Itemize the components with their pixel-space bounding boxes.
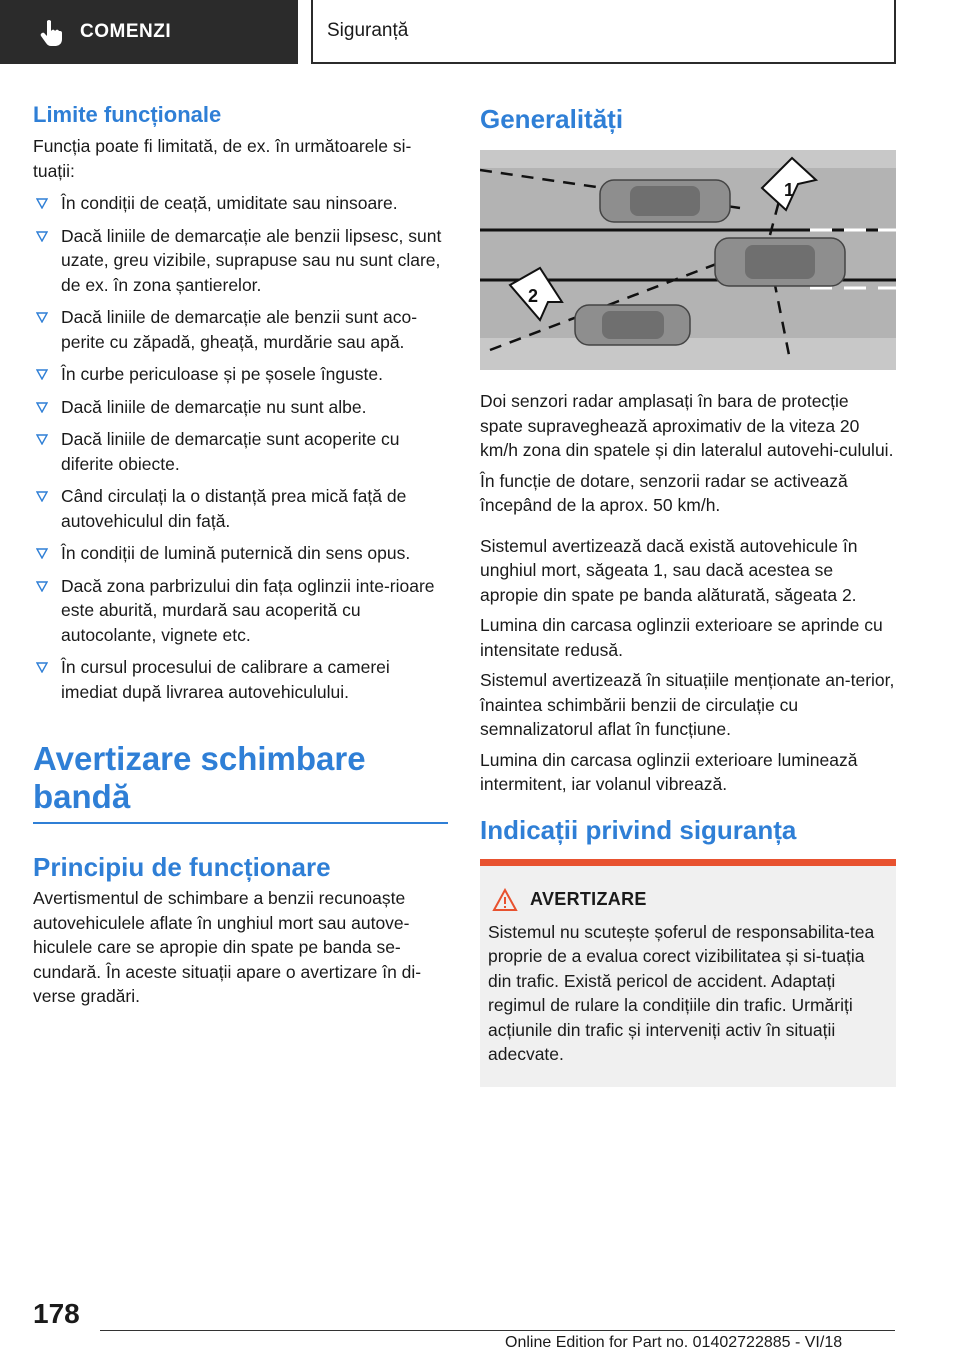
warning-box — [480, 859, 896, 1087]
triangle-bullet-icon — [36, 198, 48, 209]
list-item: În condiții de lumină puternică din sens opus. — [33, 541, 448, 566]
list-item: În cursul procesului de calibrare a camerei imediat după livrarea autovehiculului. — [33, 655, 448, 704]
list-item: Dacă liniile de demarcație ale benzii lipsesc, sunt uzate, greu vizibile, suprapuse sau nu sunt clare, de ex. în zona șantierelor. — [33, 224, 448, 298]
edition-label: Online Edition for Part no. 01402722885 - VI/18 — [505, 1334, 843, 1351]
triangle-bullet-icon — [36, 369, 48, 380]
list-item: În condiții de ceață, umiditate sau ninsoare. — [33, 191, 448, 216]
general-heading: Generalități — [480, 104, 624, 134]
general-paragraph: Sistemul avertizează în situațiile menționate an‐terior, înaintea schimbării benzii de circulație cu semnalizatorul aflat în funcțiune. — [480, 670, 895, 739]
triangle-bullet-icon — [36, 402, 48, 413]
safety-heading: Indicații privind siguranța — [480, 814, 797, 845]
list-item: Dacă liniile de demarcație ale benzii sunt aco‐perite cu zăpadă, gheață, murdărie sau apă. — [33, 305, 448, 354]
principle-text: Avertismentul de schimbare a benzii recunoaște autovehiculele aflate în unghiul mort sau autove‐hiculele care se apropie din spate pe banda se‐cundară. În aceste situații apare o avertizare în di‐verse gradări. — [33, 888, 422, 1006]
triangle-bullet-icon — [36, 548, 48, 559]
list-item: Dacă zona parbrizului din fața oglinzii inte‐rioare este aburită, murdară sau acoperită cu autocolante, vignete etc. — [33, 574, 448, 648]
list-item: În curbe periculoase și pe șosele înguste. — [33, 362, 448, 387]
list-item: Când circulați la o distanță prea mică față de autovehiculul din față. — [33, 484, 448, 533]
chapter-label: Siguranță — [327, 20, 409, 41]
triangle-bullet-icon — [36, 434, 48, 445]
main-heading: Avertizare schimbare bandă — [33, 740, 448, 824]
list-item: Dacă liniile de demarcație sunt acoperite cu diferite obiecte. — [33, 427, 448, 476]
car-top — [600, 180, 730, 222]
car-middle — [715, 238, 845, 286]
right-column — [480, 100, 896, 1087]
triangle-bullet-icon — [36, 312, 48, 323]
limits-heading: Limite funcționale — [33, 102, 222, 127]
footer-divider — [100, 1330, 895, 1331]
principle-heading: Principiu de funcționare — [33, 852, 331, 882]
general-paragraph: Lumina din carcasa oglinzii exterioare luminează intermitent, iar volanul vibrează. — [480, 749, 858, 794]
triangle-bullet-icon — [36, 491, 48, 502]
limits-intro: Funcția poate fi limitată, de ex. în următoarele si‐tuații: — [33, 136, 412, 181]
svg-text:2: 2 — [528, 286, 539, 306]
general-paragraph: Lumina din carcasa oglinzii exterioare se aprinde cu intensitate redusă. — [480, 615, 883, 660]
page-number: 178 — [33, 1298, 80, 1329]
svg-text:1: 1 — [784, 180, 795, 200]
blind-spot-diagram — [480, 150, 896, 370]
hand-pointer-icon — [36, 17, 66, 47]
warning-triangle-icon — [492, 888, 518, 912]
triangle-bullet-icon — [36, 662, 48, 673]
chapter-header — [311, 0, 896, 64]
list-item: Dacă liniile de demarcație nu sunt albe. — [33, 395, 448, 420]
general-paragraph: Doi senzori radar amplasați în bara de protecție spate supraveghează aproximativ de la viteza 20 km/h zona din spatele și din lateralul autovehi‐culului. — [480, 391, 894, 460]
section-tab[interactable] — [0, 0, 298, 64]
triangle-bullet-icon — [36, 231, 48, 242]
car-bottom — [575, 305, 690, 345]
general-paragraph: În funcție de dotare, senzorii radar se activează începând de la aprox. 50 km/h. — [480, 470, 848, 515]
warning-label: AVERTIZARE — [530, 889, 647, 909]
warning-text: Sistemul nu scutește șoferul de responsabilita‐tea proprie de a evalua corect vizibilitatea și si‐tuația din trafic. Există pericol de accident. Adaptați regimul de rulare la condițiile din trafic. Urmăriți acțiunile din trafic și interveniți activ în situații adecvate. — [488, 921, 875, 1064]
limits-list — [33, 191, 448, 704]
general-paragraph: Sistemul avertizează dacă există autovehicule în unghiul mort, săgeata 1, sau dacă acestea se apropie din spate pe banda alăturată, săgeata 2. — [480, 535, 858, 605]
section-label: COMENZI — [80, 21, 172, 42]
warning-header — [488, 888, 888, 912]
left-column — [33, 100, 448, 1009]
triangle-bullet-icon — [36, 581, 48, 592]
